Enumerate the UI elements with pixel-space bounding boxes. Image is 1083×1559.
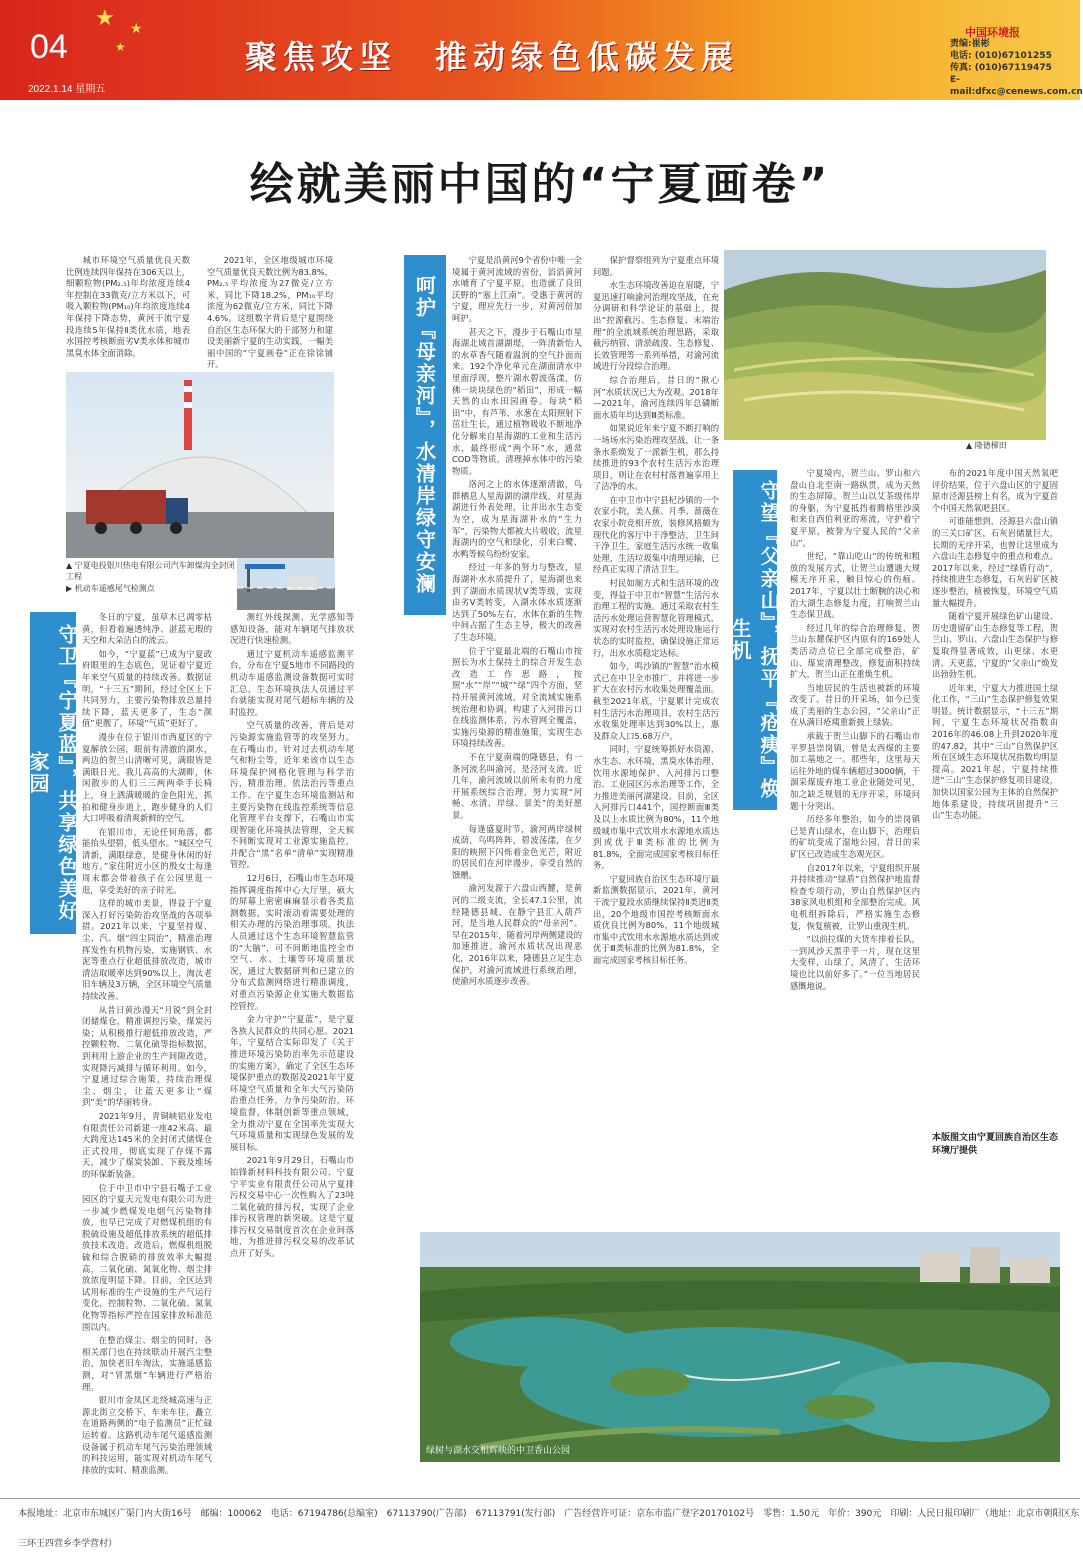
- article-paragraph: 洛河之上的水体逐渐清澈，鸟群栖息人星海湖的湖岸线，对星海湖进行外表处理，让并出水生态变为空，成为星海湖补水的“生力军”，污染物大都被大片吸收，流星海湖内的空气和绿化，引来白鹭、水鸭等候鸟纷纷安家。: [452, 479, 582, 559]
- phone: 电话: (010)67101255: [950, 51, 1052, 61]
- article-paragraph: 经过一年多的努力与整改，星海湖补水水质提升了，星海湖也来到了湖面水质现状V类等级，实现由劣V类转变，入湖水体水质逐渐达到了50%左右，水体在新的生物中间占据了生态主导，极大的改善了生态环境。: [452, 562, 582, 642]
- article-paragraph: 通过宁夏机动车遥感监测平台，分布在宁夏5地市不同路段的机动车遥感监测设备数据可实时汇总，生态环境执法人员通过平台就能实现对尾气超标车辆的及时监控。: [230, 648, 354, 717]
- article-paragraph: 位于中卫市中宁县石嘴子工业园区的宁夏天元发电有限公司为进一步减少燃煤发电烟气污染物排放，也早已完成了对燃煤机组的有脱硫设施及超低排放系统的超低排放技术改造。改造后，燃煤机组脱硫和综合脱硝的排放效率大幅提高，二氧化硫、氮氧化物、烟尘排放浓度明显下降。目前，全区达到试用标准的生产设施的生产气运行变化，控制粒物、二氧化硫、氮氧化物等指标严控在国家排放标准范围以内。: [82, 1182, 212, 1332]
- article-paragraph: 布的2021年度中国天然氧吧评价结果，位于六盘山区的宁夏固原市泾源县榜上有名，成为宁夏首个中国天然氧吧县区。: [932, 468, 1058, 513]
- intro-col-2: [207, 255, 333, 370]
- article-paragraph: “以前拉煤的大货车排着长队，一到风沙天黑乎乎一片，现在这里大变样，山绿了，风清了，生活环境也比以前好多了。”一位当地居民感慨地说。: [790, 934, 920, 991]
- page-title: 绘就美丽中国的“宁夏画卷”: [249, 159, 831, 210]
- contact-info: [950, 38, 1083, 98]
- article-paragraph: 历经多年整治，如今的崇岗镇已是青山绿水，在山脚下，治理后的矿坑变成了湿地公园，昔日的采矿区已改造成生态观光区。: [790, 814, 920, 859]
- terrace-caption: ▲ 隆德梯田: [966, 441, 1007, 450]
- article-paragraph: 自2017年以来，宁夏组织开展并持续推动“绿盾”自然保护地监督检查专项行动，罗山自然保护区内38家风电机组和全部整治完成。风电机组拆除后，严格实施生态修复，恢复植被，让罗山重现生机。: [790, 862, 920, 931]
- photo-caption-2: ▶ 机动车遥感尾气检测点: [66, 584, 155, 593]
- section1-col-a: [82, 612, 212, 1494]
- editor: 责编:崔彬: [950, 39, 990, 49]
- article-paragraph: 随着宁夏开展绿色矿山建设、历史遗留矿山生态修复等工程，贺兰山、罗山、六盘山生态保护与修复取得显著成效，山更绿、水更清、天更蓝，宁夏的“父亲山”焕发出勃勃生机。: [932, 611, 1058, 680]
- power-plant-photo: [66, 372, 334, 558]
- section3-col-b: [932, 468, 1058, 1128]
- article-paragraph: 承载于贺兰山脚下的石嘴山市平罗县崇岗镇，曾是太西煤的主要加工基地之一。那些年，这里每天运往外地的煤车辆超过3000辆，干涸采煤废弃地工业企业随处可见，加之缺乏规划的无序开采，环境问题十分突出。: [790, 731, 920, 811]
- article-paragraph: 漫步在位于银川市西夏区的宁夏解放公园，眼前有清澈的湖水，两边的贺兰山清晰可见，满眼皆是满眼日光。我儿高高的大湖畔，休闲散步的人们三三两两牵手长椅上，身上洒满暖暖的金色阳光，抓拍和健身步道上，跑步健身的人们大口呼吸着清爽新鲜的空气。: [82, 731, 212, 824]
- footer-info: 本报地址：北京市东城区广渠门内大街16号 邮编：100062 电话：67194786(总编室) 67113790(广告部) 67113791(发行部) 广告经营许可证：京东市监广登字20170102号 零售：1.50元 年价：390元 印刷：人民日报印刷厂（地址：北京市朝阳区东三环王四营乡李学营村）: [0, 1498, 1080, 1530]
- article-paragraph: 近年来，宁夏大力推进国土绿化工作，“三山”生态保护修复效果明显。统计数据显示，“十三五”期间，宁夏生态环境状况指数由2016年的46.08上升到2020年度的47.82，其中“三山”自然保护区所在区域生态环境状况指数均明显提高。2021年起，宁夏持续推进“三山”生态保护修复项目建设，加快以国家公园为主体的自然保护地体系建设，持续巩固提升“三山”生态功能。: [932, 682, 1058, 821]
- section2-col-a: [452, 255, 582, 1230]
- article-paragraph: 水生态环境改善迫在眉睫，宁夏迅速打响渝河治理攻坚战，在充分调研和科学论证的基础上，提出“控源截污、生态修复、末端治理”的全流域系统治理思路，采取截污纳管、清淤疏浚、生态修复、长效管理等一系列举措，对渝河流域进行分段综合治理。: [593, 280, 719, 372]
- article-paragraph: 银川市金凤区北绕城高速与正源北街立交桥下，车来车往，矗立在道路两侧的“电子监测员”正忙碌运转着。这路机动车尾气遥感监测设备属于机动车尾气污染治理领域的科技运用，能实现对机动车尾气排放的实时、精准监测。: [82, 1395, 212, 1475]
- star-icon: ★: [115, 40, 126, 54]
- article-paragraph: 宁夏回族自治区生态环境厅最新监测数据显示，2021年，黄河干流宁夏段水质继续保持Ⅱ类进Ⅱ类出，20个地级市国控考核断面水质优良比例为80%，11个地级城市集中式饮用水水源地水质达到或优于Ⅲ类标准的比例为81.8%，全面完成国家考核目标任务。: [593, 873, 719, 966]
- article-paragraph: 金力守护“宁夏蓝”，是宁夏各族人民群众的共同心愿。2021年，宁夏结合实际印发了《关于推进环境污染防治率先示范建设的实施方案》，确定了全区生态环境保护重点的数据及2021年宁夏环境空气质量和全年大气污染防治重点任务，力争污染防治，环境监督，体制创新等重点领域，全力推动宁夏在全国率先实现大气环境质量和实现绿色发展的发展目标。: [230, 1014, 354, 1152]
- article-paragraph: 空气质量的改善，背后是对污染源实施监管等的攻坚努力。在石嘴山市，针对过去机动车尾气和粉尘等，近年来该市以生态环境保护网格化管理与科学治污，精准治理，依法治污等重点工作。在宁夏生态环境监测站和主要污染物在线监控系统等信息化管理平台支撑下，石嘴山市实现智能化环境执法管理，全天候不间断实现对工业源实施监控，并配合“黑”名单“清单”实现精准管控。: [230, 720, 354, 870]
- article-paragraph: 冬日的宁夏，虽草木已凋零枯黄，但看着遍透纯净、湛蓝无瑕的天空和大朵洁白的流云。: [82, 612, 212, 646]
- article-paragraph: 同时，宁夏统筹抓好水资源、水生态、水环境，黑臭水体治理、饮用水源地保护、入河排污口整治、工业园区污水治理等工作，全力推进美丽河湖建设。目前，全区入河排污口441个，国控断面Ⅲ类及以上水质比例为80%，11个地级城市集中式饮用水水源地水质达到或优于Ⅲ类标准的比例为81.8%，全面完成国家考核目标任务。: [593, 744, 719, 871]
- article-paragraph: 2021年9月，青铜峡铝业发电有限责任公司新建一座42米高、最大跨度达145米的全封闭式储煤仓正式投用，彻底实现了存煤不露天，减少了煤炭装卸、下载及堆场的环保新装备。: [82, 1110, 212, 1179]
- article-paragraph: 12月6日，石嘴山市生态环境指挥调度指挥中心大厅里，硕大的屏幕上密密麻麻显示着各类监测数据，实时滚动着需要处理的相关办理的污染治理事项。执法人员通过这个生态环境智慧监管的“大脑”，可不间断地监控全市空气、水、土壤等环境质量状况，通过大数据研判和已建立的分布式监测网络进行精准调度，对重点污染源企业实施大数据监控管控。: [230, 873, 354, 1011]
- section1-col-b: [230, 612, 354, 1259]
- xiangshan-park-photo: [420, 1232, 1060, 1462]
- article-paragraph: 可谁能想到，泾源县六盘山镇的三关口矿区，石灰岩储量巨大，长期的无序开采，也曾让这里成为六盘山生态修复中的重点和难点。2017年以来，经过“绿盾行动”，持续推进生态修复，石灰岩矿区被逐步整治，植被恢复，环境空气质量大幅提升。: [932, 516, 1058, 608]
- intro-text-2: 2021年，全区地级城市环境空气质量优良天数比例为83.8%，PM₂.₅平均浓度为27微克/立方米，同比下降18.2%，PM₁₀平均浓度为62微克/立方米，同比下降4.6%。这组数字背后是宁夏围绕自治区生态环保大的干部努力和建设美丽新宁夏的生动实践，一幅美丽中国的“宁夏画卷”正在徐徐铺开。: [207, 255, 333, 370]
- fax: 传真: (010)67119475: [950, 63, 1052, 73]
- article-paragraph: 保护督察组列为宁夏重点环境问题。: [593, 255, 719, 277]
- article-paragraph: 综合治理后，昔日的“揪心河”水质状况已大为改观。2018年—2021年，渝河连续四年总磷断面水质年均达到Ⅲ类标准。: [593, 374, 719, 420]
- article-paragraph: 从昔日黄沙漫天“月锐”到全封闭储煤仓，精准调控污染，煤炭污染；从积极推行超低排放改造，严控颗粒物、二氧化硫等指标数据，到利用上游企业的生产间隙改造，实现降污减排与循环利用。如今，宁夏通过综合施策，持续治理煤尘、烟尘，让蓝天更多让“煤到”美“的华丽转身。: [82, 1004, 212, 1108]
- bottom-photo-caption: 绿树与湖水交相辉映的中卫香山公园: [426, 1446, 571, 1456]
- photo-credit: 本版图文由宁夏回族自治区生态环境厅提供: [932, 1133, 1059, 1156]
- star-icon: ★: [130, 21, 143, 37]
- article-paragraph: 每逢盛夏时节，渝河两岸绿树成荫，鸟鸣阵阵，碧波荡漾，在夕阳的映照下闪烁着金色光芒，附近的居民们在河岸漫步，享受自然的馈赠。: [452, 823, 582, 880]
- article-paragraph: 测红外线探测、光学感知等感知设备，能对车辆尾气排放状况进行快速检测。: [230, 612, 354, 646]
- masthead-logo: 中国环境报: [965, 26, 1020, 39]
- article-paragraph: 位于宁夏最北端的石嘴山市按照长为水土保持土的综合开发生态改造工作思路，按照“水”“岸”“城”“绿”四个方面，坚持开展黄河流域，对全流域实施系统治理和协调，构建了入河排污口在线监测体系，污水管网全覆盖，实施污染源的精准施策，实现生态环境持续改善。: [452, 645, 582, 749]
- article-paragraph: 在银川市，无论任何角落，都能抬头望碧，低头望水。“城区空气清新，满眼绿意，是健身休闲的好地方。”家住附近小区的殷女士每逢周末都会带着孩子在公园里逛一逛，享受美好的亲子时光。: [82, 826, 212, 895]
- article-paragraph: 2021年9月29日，石嘴山市铂锋新材料科技有限公司、宁夏宁平实业有限责任公司从宁夏排污权交易中心一次性购入了23吨二氧化硫的排污权，实现了企业排污权管理的新突破。这是宁夏排污权交易制度首次在企业间落地，为推进排污权交易的改革试点开了好头。: [230, 1155, 354, 1259]
- section2-title: 呵护『母亲河』，水清岸绿守安澜: [404, 255, 446, 615]
- article-paragraph: 宁夏境内，贺兰山、罗山和六盘山自北至南一路纵贯，成为天然的生态屏障。贺兰山以艾茶级伟岸的身躯，为宁夏抵挡着腾格里沙漠和来自西伯利亚的寒流，守护着宁夏平原，被誉为宁夏人民的“父亲山”。: [790, 468, 920, 548]
- article-paragraph: 宁夏是沿黄河9个省份中唯一全境属于黄河流域的省份，滔滔黄河水哺育了宁夏平原，也造就了良田沃野的“塞上江南”。受惠于黄河的宁夏，理应先行一步，对黄河倍加呵护。: [452, 255, 582, 323]
- article-paragraph: 村民如厕方式和生活环境的改变，得益于中卫市“智慧”生活污水治理工程的实施。通过采取农村生活污水处理运营智慧化管理模式，实现对农村生活污水处理设施运行状态的实时监控，确保设施正常运行，出水水质稳定达标。: [593, 578, 719, 658]
- article-paragraph: 当地居民的生活也被新的环境改变了。昔日的开采场，如今已变成了美丽的生态公园，“父亲山”正在从满目疮痍重新披上绿装。: [790, 682, 920, 728]
- article-paragraph: 如今，鸣沙镇的“智慧”治水模式已在中卫全市推广，并将进一步扩大在农村污水收集处理覆盖面。截至2021年底，宁夏累计完成农村生活污水治理项目，农村生活污水收集处理率达到30%以上，惠及群众人口5.68万户。: [593, 661, 719, 741]
- page-number: 04: [30, 28, 68, 66]
- article-paragraph: 世纪，“靠山吃山”的传统和粗放的发展方式，让贺兰山遭遇大规模无序开采，触目惊心的伤痕。2017年，宁夏以壮士断腕的决心和治大湖生态修复力度，打响贺兰山生态保卫战。: [790, 551, 920, 620]
- terraced-fields-photo: [724, 250, 1046, 440]
- article-paragraph: 不在宁夏南端的隆德县，有一条河流名叫渝河，是泾河支流。近几年，渝河流域以前所未有的力度开展系统综合治理，努力实现“河畅、水清、岸绿、景美”的美好愿景。: [452, 751, 582, 820]
- section2-col-b: [593, 255, 719, 1230]
- section-banner: 聚焦攻坚 推动绿色低碳发展: [245, 38, 740, 76]
- intro-text-1: 城市环境空气质量优良天数比例连续四年保持在306天以上，细颗粒物(PM₂.₅)年均浓度连续4年控制在33微克/立方米以下，可吸入颗粒物(PM₁₀)年均浓度连续4年保持下降态势，黄河干流宁夏段连续5年保持Ⅱ类优水质，地表水国控考核断面劣Ⅴ类水体和城市黑臭水体全面消除。: [66, 255, 190, 358]
- article-paragraph: 这样的城市美景，得益于宁夏深入打好污染防治攻坚战的各项举措。2021年以来，宁夏坚持煤、尘、汽、烟“四尘同治”，精准治理挥发性有机物污染，实施钢铁、水泥等重点行业超低排放改造，城市清洁取暖率达到90%以上，淘汰老旧车辆及3万辆，全区环境空气质量持续改善。: [82, 898, 212, 1001]
- article-paragraph: 甚天之下，漫步于石嘴山市星海湖北域首湖湖堤，一阵清新怡人的水草香气随着温润的空气扑面而来。192个净化单元在湖面清水中里面浮现，整片湖水碧波荡漾，仿佛一块块绿色的“稻田”，形成一幅天然的山水田园画卷。每块“稻田”中，有芦苇、水葱在太阳照射下茁壮生长，通过植物吸收不断地净化分解来自星海湖的工业和生活污水，最终形成“两个环”水，通常COD等物质，清理掉水体中的污染物质。: [452, 326, 582, 476]
- article-paragraph: 如今，“宁夏蓝”已成为宁夏政府眼里的生态底色，见证着宁夏近年来空气质量的持续改善。数据证明，“十三五”期间，经过全区上下共同努力，主要污染物排放总量持续下降，蓝天更多了，生态“颜值”更靓了，环境“气质”更好了。: [82, 648, 212, 729]
- article-paragraph: 经过几年的综合治理修复，贺兰山东麓保护区内原有的169处人类活动点位已全部完成整治，矿山、煤炭清理整改，修复面积持续扩大，贺兰山正在重焕生机。: [790, 622, 920, 680]
- section1-title: 守卫『宁夏蓝』，共享绿色美好家园: [30, 612, 76, 934]
- star-icon: ★: [95, 6, 115, 31]
- section3-col-a: [790, 468, 920, 1230]
- photo-caption-1: ▲ 宁夏电投银川热电有限公司汽车卸煤沟全封闭工程: [66, 561, 235, 581]
- remote-sensing-photo: [237, 558, 335, 610]
- email: E-mail:dfxc@cenews.com.cn: [950, 75, 1083, 97]
- issue-date: 2022.1.14 星期五: [28, 84, 106, 95]
- article-paragraph: 渝河发源于六盘山西麓，是黄河的二级支流，全长47.1公里，流经隆德县城，在静宁县汇入葫芦河，是当地人民群众的“母亲河”。早在2015年，随着河岸两侧建设的加速推进，渝河水质状况出现恶化，2016年以来，隆德县立足生态保护，对渝河流域进行系统治理，使渝河水质逐步改善。: [452, 883, 582, 987]
- section3-title: 守望『父亲山』，抚平『疮痍』焕生机: [733, 470, 777, 810]
- article-paragraph: 在中卫市中宁县杞沙镇的一个农家小院，美人蕉、月季、蔷薇在农家小院竞相开放，装修风格颇为现代化的客厅中干净整洁，卫生间干净卫生，家庭生活污水统一收集处理，生活垃圾集中清理运输，已经真正实现了清洁卫生。: [593, 494, 719, 575]
- article-paragraph: 在整治煤尘、烟尘的同时，各相关部门也在持续联动开展汽尘整治，加快老旧车淘汰，实施遥感监测，对“冒黑烟”车辆进行严格治理。: [82, 1335, 212, 1392]
- article-paragraph: 如果说近年来宁夏不断打响的一场场水污染治理攻坚战，让一条条水系焕发了一派新生机，那么持续推进的93个农村生活污水治理项目，则让在农村村落普遍享用上了洁净的水。: [593, 423, 719, 492]
- intro-col-1: [66, 255, 190, 367]
